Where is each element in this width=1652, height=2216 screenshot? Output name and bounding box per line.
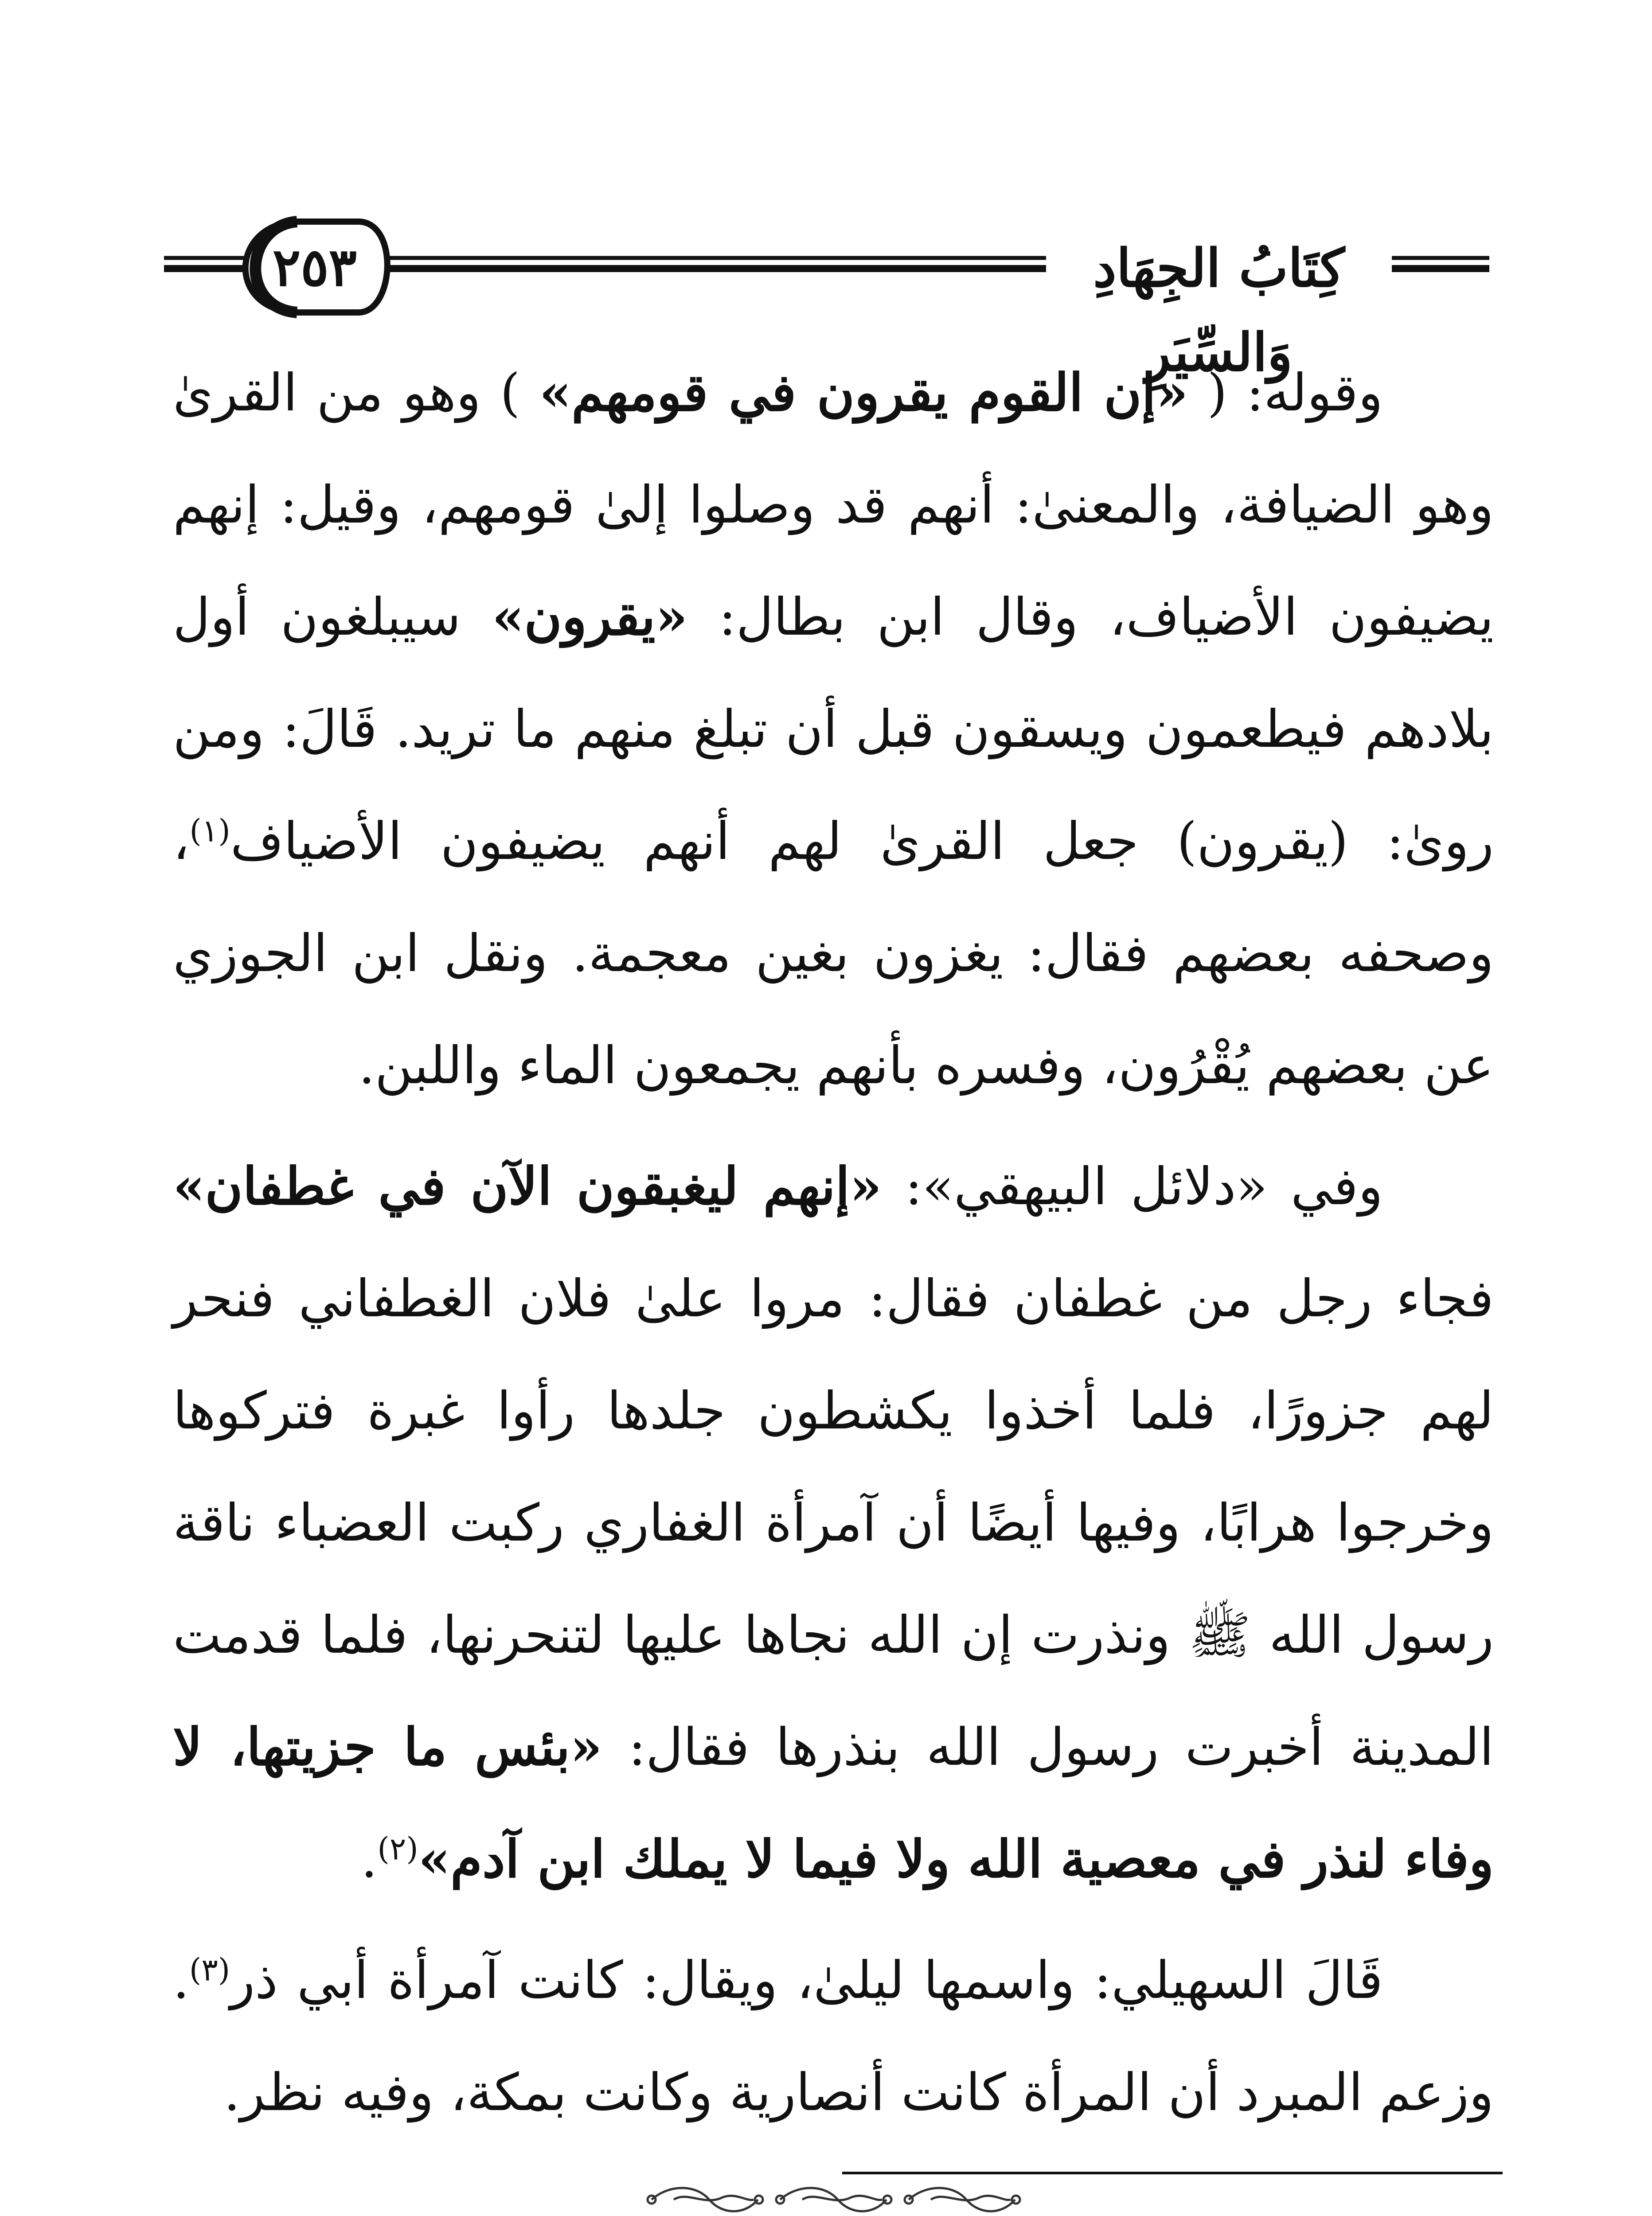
quoted-hadith-text: «يقرون» bbox=[492, 587, 688, 647]
footnote-reference: (٣) bbox=[189, 1951, 230, 1988]
page-number: ٢٥٣ bbox=[272, 236, 357, 298]
page-header bbox=[164, 208, 1489, 383]
footnote-separator bbox=[842, 2172, 1503, 2174]
quoted-hadith-text: «إنهم ليغبقون الآن في غطفان» bbox=[173, 1156, 882, 1217]
paragraph-text: سيبلغون أول بلادهم فيطعمون ويسقون قبل أن تبلغ منهم ما تريد. قَالَ: ومن روىٰ: (يقرون) جعل القرىٰ لهم أنهم يضيفون الأضياف bbox=[173, 587, 1494, 871]
footnote bbox=[665, 2196, 1498, 2216]
running-title: كِتَابُ الجِهَادِ وَالسِّيَرِ bbox=[1046, 226, 1392, 310]
quoted-hadith-text: «بئس ما جزيتها، لا وفاء لنذر في معصية الله ولا فيما لا يملك ابن آدم» bbox=[173, 1717, 1494, 1889]
footnote-reference: (١) bbox=[189, 812, 230, 849]
quoted-hadith-text: «إن القوم يقرون في قومهم» bbox=[539, 363, 1188, 423]
footnotes bbox=[665, 2196, 1498, 2216]
paragraph-text: ، وصحفه بعضهم فقال: يغزون بغين معجمة. ونقل ابن الجوزي عن بعضهم يُقْرُون، وفسره بأنهم يجمعون الماء واللبن. bbox=[173, 811, 1494, 1096]
paragraph-text: ) وهو من القرىٰ وهو الضيافة، والمعنىٰ: أنهم قد وصلوا إلىٰ قومهم، وقيل: إنهم يضيفون الأضياف، وقال ابن بطال: bbox=[173, 363, 1494, 647]
paragraph bbox=[173, 1924, 1494, 2149]
footnote-number bbox=[1427, 2196, 1498, 2216]
paragraph-text: وفي «دلائل البيهقي»: bbox=[882, 1157, 1383, 1217]
paragraph-text: قَالَ السهيلي: واسمها ليلىٰ، ويقال: كانت آمرأة أبي ذر bbox=[230, 1951, 1383, 2010]
paragraph-text: . وزعم المبرد أن المرأة كانت أنصارية وكانت بمكة، وفيه نظر. bbox=[173, 1951, 1494, 2122]
paragraph-text: وقوله: ( bbox=[1188, 363, 1383, 423]
paragraph-text: . bbox=[361, 1830, 378, 1889]
paragraph bbox=[173, 1131, 1494, 1916]
footnote-reference: (٢) bbox=[377, 1830, 418, 1867]
paragraph bbox=[173, 337, 1494, 1122]
main-text bbox=[173, 337, 1494, 2216]
paragraph-text: فجاء رجل من غطفان فقال: مروا علىٰ فلان الغطفاني فنحر لهم جزورًا، فلما أخذوا يكشطون جلدها رأوا غبرة فتركوها وخرجوا هرابًا، وفيها أيضًا أن آمرأة الغفاري ركبت العضباء ناقة رسول الله ﷺ ونذرت إن الله نجاها عليها لتنحرنها، فلما قدمت المدينة أخبرت رسول الله بنذرها فقال: bbox=[173, 1269, 1494, 1777]
